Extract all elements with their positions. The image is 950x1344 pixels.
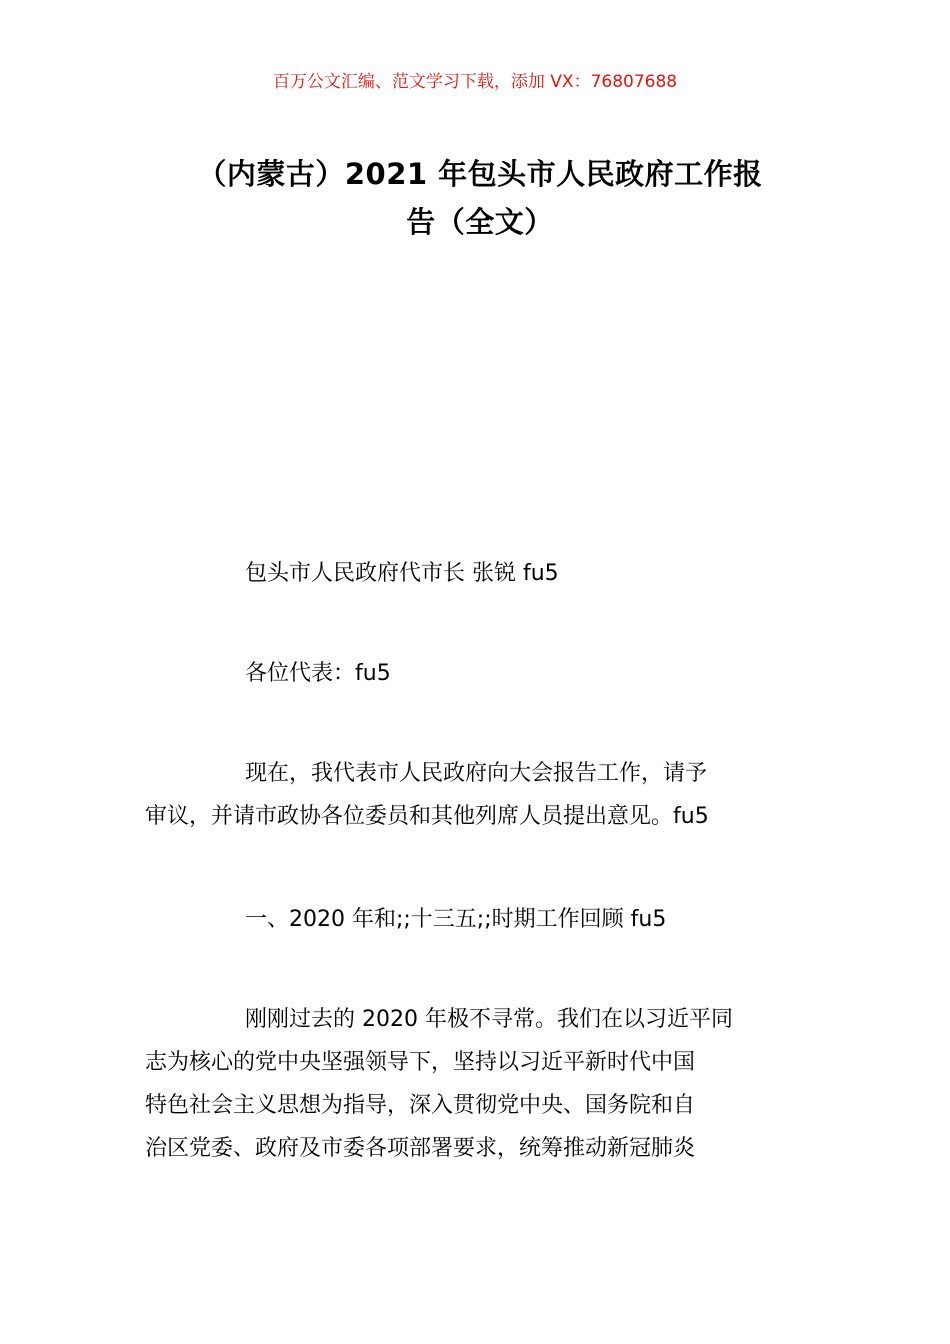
section-1-heading: 一、2020 年和;;十三五;;时期工作回顾 fu5	[245, 907, 667, 932]
header-note: 百万公文汇编、范文学习下载，添加 VX：76807688	[272, 72, 678, 92]
intro-line-1: 现在，我代表市人民政府向大会报告工作，请予	[245, 761, 708, 786]
title-line-2: 告（全文）	[406, 205, 554, 239]
section-1-line-3: 特色社会主义思想为指导，深入贯彻党中央、国务院和自	[145, 1093, 696, 1118]
document-title	[140, 150, 820, 246]
salutation: 各位代表：fu5	[245, 661, 391, 686]
intro-paragraph	[145, 752, 815, 838]
intro-line-2: 审议，并请市政协各位委员和其他列席人员提出意见。fu5	[145, 804, 709, 829]
section-1-line-1: 刚刚过去的 2020 年极不寻常。我们在以习近平同	[245, 1007, 733, 1032]
section-1-line-4: 治区党委、政府及市委各项部署要求，统筹推动新冠肺炎	[145, 1136, 696, 1161]
title-line-1: （内蒙古）2021 年包头市人民政府工作报	[197, 157, 763, 191]
section-1-paragraph	[145, 998, 815, 1170]
section-1-line-2: 志为核心的党中央坚强领导下，坚持以习近平新时代中国	[145, 1050, 696, 1075]
author-line: 包头市人民政府代市长 张锐 fu5	[245, 561, 559, 586]
